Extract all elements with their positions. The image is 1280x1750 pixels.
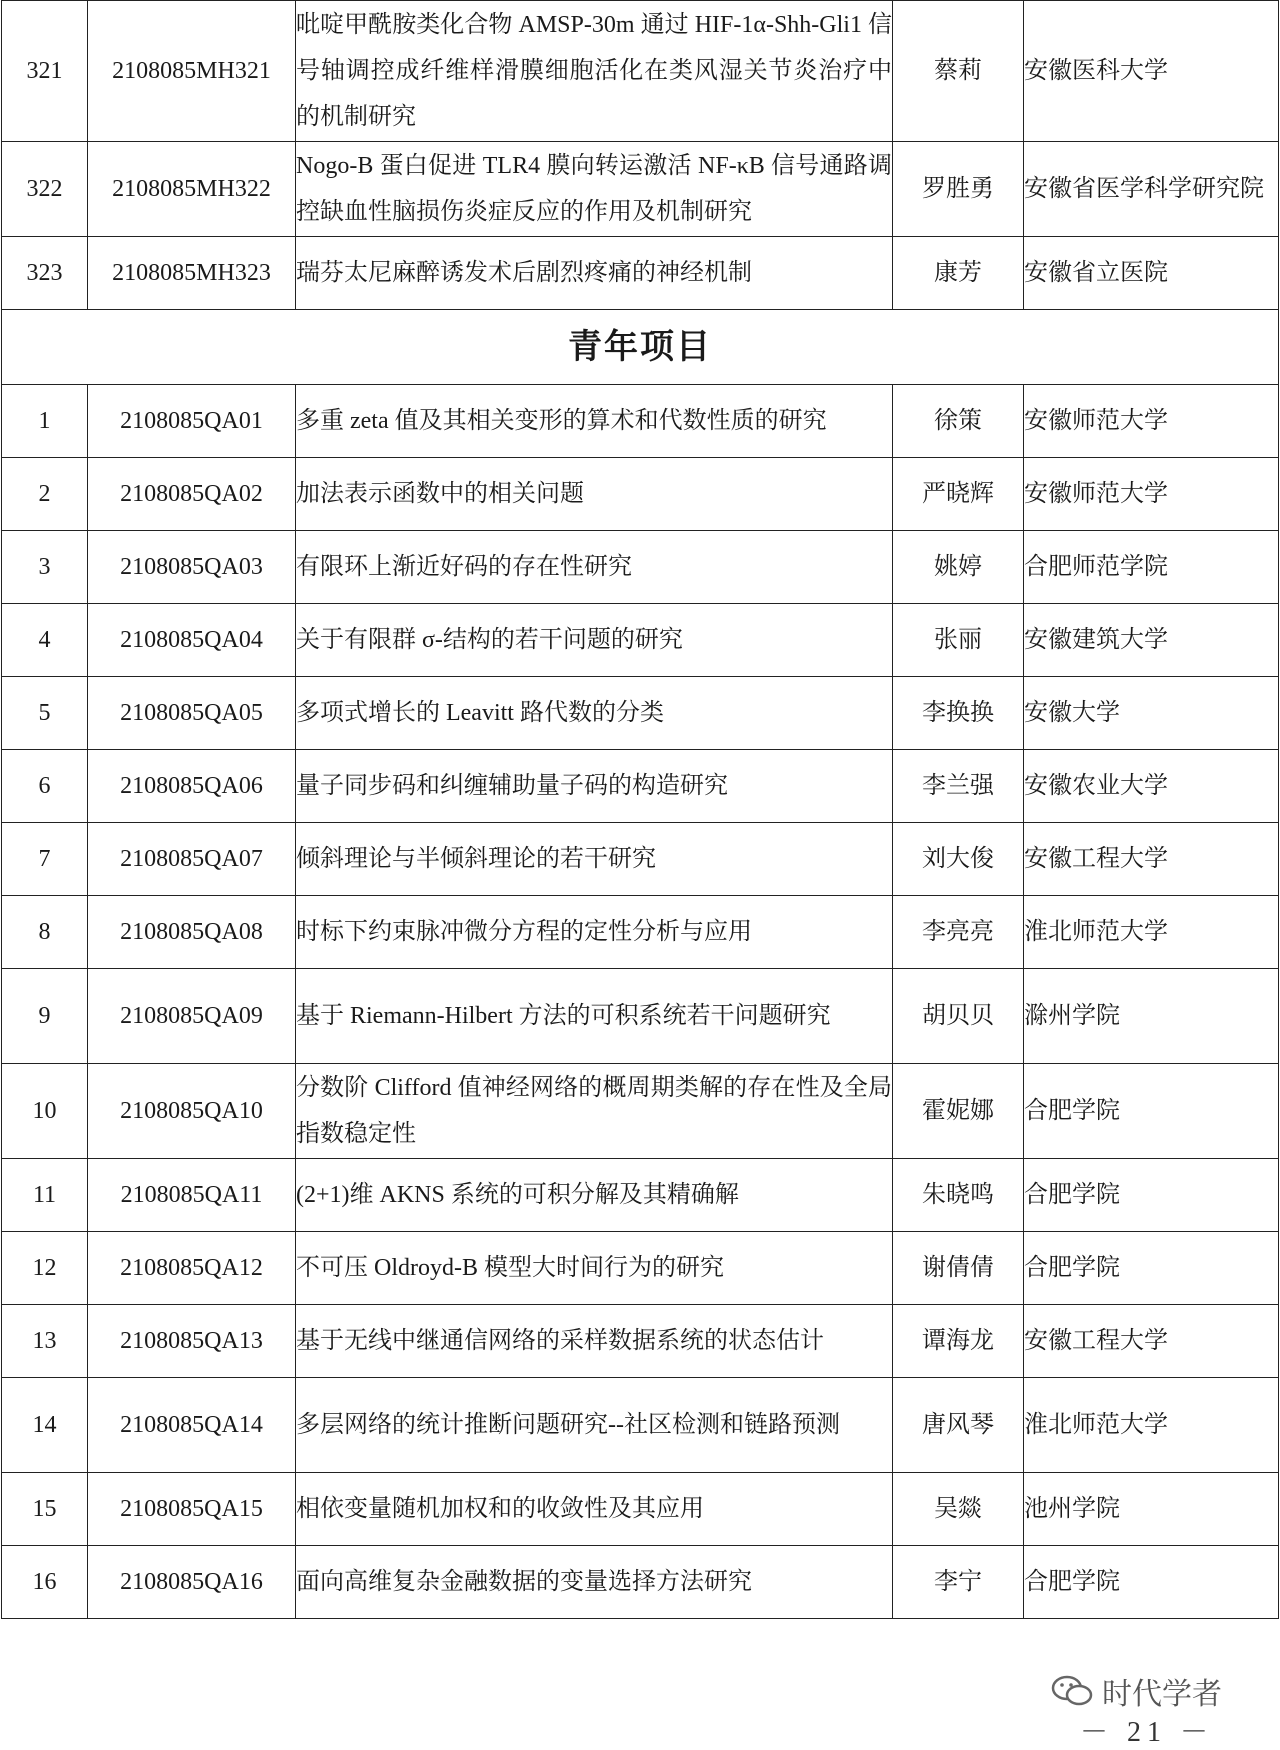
leader-name: 蔡莉 — [893, 1, 1024, 142]
table-row — [2, 604, 1279, 677]
project-title: 吡啶甲酰胺类化合物 AMSP-30m 通过 HIF-1α-Shh-Gli1 信号轴调控成纤维样滑膜细胞活化在类风湿关节炎治疗中的机制研究 — [296, 1, 893, 142]
project-title: 相依变量随机加权和的收敛性及其应用 — [296, 1473, 893, 1546]
leader-name: 谭海龙 — [893, 1305, 1024, 1378]
row-number: 322 — [2, 142, 88, 237]
row-number: 13 — [2, 1305, 88, 1378]
institution: 淮北师范大学 — [1024, 896, 1279, 969]
leader-name: 张丽 — [893, 604, 1024, 677]
leader-name: 严晓辉 — [893, 458, 1024, 531]
row-number: 11 — [2, 1159, 88, 1232]
project-id: 2108085QA11 — [88, 1159, 296, 1232]
leader-name: 朱晓鸣 — [893, 1159, 1024, 1232]
table-row — [2, 823, 1279, 896]
row-number: 4 — [2, 604, 88, 677]
leader-name: 徐策 — [893, 385, 1024, 458]
row-number: 323 — [2, 237, 88, 310]
table-row — [2, 385, 1279, 458]
project-id: 2108085QA13 — [88, 1305, 296, 1378]
project-title: 瑞芬太尼麻醉诱发术后剧烈疼痛的神经机制 — [296, 237, 893, 310]
table-row — [2, 1159, 1279, 1232]
leader-name: 李兰强 — [893, 750, 1024, 823]
table-row — [2, 1, 1279, 142]
institution: 淮北师范大学 — [1024, 1378, 1279, 1473]
project-id: 2108085MH323 — [88, 237, 296, 310]
project-title: 倾斜理论与半倾斜理论的若干研究 — [296, 823, 893, 896]
project-id: 2108085QA07 — [88, 823, 296, 896]
institution: 安徽农业大学 — [1024, 750, 1279, 823]
leader-name: 胡贝贝 — [893, 969, 1024, 1064]
project-title: Nogo-B 蛋白促进 TLR4 膜向转运激活 NF-κB 信号通路调控缺血性脑损伤炎症反应的作用及机制研究 — [296, 142, 893, 237]
table-row — [2, 750, 1279, 823]
leader-name: 康芳 — [893, 237, 1024, 310]
row-number: 321 — [2, 1, 88, 142]
row-number: 9 — [2, 969, 88, 1064]
table-row — [2, 1305, 1279, 1378]
project-id: 2108085QA15 — [88, 1473, 296, 1546]
table-row — [2, 237, 1279, 310]
project-id: 2108085QA08 — [88, 896, 296, 969]
project-id: 2108085QA14 — [88, 1378, 296, 1473]
project-id: 2108085QA16 — [88, 1546, 296, 1619]
section-header-row — [2, 310, 1279, 385]
watermark — [1050, 1669, 1222, 1713]
row-number: 5 — [2, 677, 88, 750]
institution: 合肥学院 — [1024, 1232, 1279, 1305]
row-number: 2 — [2, 458, 88, 531]
row-number: 1 — [2, 385, 88, 458]
leader-name: 李宁 — [893, 1546, 1024, 1619]
project-id: 2108085QA10 — [88, 1064, 296, 1159]
project-id: 2108085QA04 — [88, 604, 296, 677]
leader-name: 李换换 — [893, 677, 1024, 750]
table-row — [2, 1232, 1279, 1305]
row-number: 16 — [2, 1546, 88, 1619]
project-title: 分数阶 Clifford 值神经网络的概周期类解的存在性及全局指数稳定性 — [296, 1064, 893, 1159]
institution: 滁州学院 — [1024, 969, 1279, 1064]
project-title: 基于无线中继通信网络的采样数据系统的状态估计 — [296, 1305, 893, 1378]
watermark-text: 时代学者 — [1102, 1677, 1222, 1712]
leader-name: 唐风琴 — [893, 1378, 1024, 1473]
project-id: 2108085QA12 — [88, 1232, 296, 1305]
project-title: 量子同步码和纠缠辅助量子码的构造研究 — [296, 750, 893, 823]
project-id: 2108085QA05 — [88, 677, 296, 750]
project-id: 2108085MH322 — [88, 142, 296, 237]
institution: 池州学院 — [1024, 1473, 1279, 1546]
table-row — [2, 1378, 1279, 1473]
institution: 合肥学院 — [1024, 1159, 1279, 1232]
row-number: 7 — [2, 823, 88, 896]
project-id: 2108085QA06 — [88, 750, 296, 823]
project-id: 2108085QA03 — [88, 531, 296, 604]
table-row — [2, 1546, 1279, 1619]
project-title: 面向高维复杂金融数据的变量选择方法研究 — [296, 1546, 893, 1619]
wechat-icon — [1050, 1673, 1094, 1709]
project-title: 不可压 Oldroyd-B 模型大时间行为的研究 — [296, 1232, 893, 1305]
institution: 安徽大学 — [1024, 677, 1279, 750]
project-title: 基于 Riemann-Hilbert 方法的可积系统若干问题研究 — [296, 969, 893, 1064]
institution: 合肥师范学院 — [1024, 531, 1279, 604]
table-row — [2, 458, 1279, 531]
institution: 安徽师范大学 — [1024, 458, 1279, 531]
institution: 安徽工程大学 — [1024, 1305, 1279, 1378]
project-id: 2108085QA09 — [88, 969, 296, 1064]
leader-name: 霍妮娜 — [893, 1064, 1024, 1159]
project-title: 多重 zeta 值及其相关变形的算术和代数性质的研究 — [296, 385, 893, 458]
project-table — [1, 0, 1279, 1619]
institution: 合肥学院 — [1024, 1546, 1279, 1619]
table-row — [2, 896, 1279, 969]
leader-name: 姚婷 — [893, 531, 1024, 604]
table-row — [2, 1473, 1279, 1546]
project-title: 加法表示函数中的相关问题 — [296, 458, 893, 531]
leader-name: 李亮亮 — [893, 896, 1024, 969]
table-row — [2, 969, 1279, 1064]
leader-name: 吴燚 — [893, 1473, 1024, 1546]
table-row — [2, 142, 1279, 237]
row-number: 3 — [2, 531, 88, 604]
institution: 安徽医科大学 — [1024, 1, 1279, 142]
project-title: 多层网络的统计推断问题研究--社区检测和链路预测 — [296, 1378, 893, 1473]
leader-name: 刘大俊 — [893, 823, 1024, 896]
row-number: 10 — [2, 1064, 88, 1159]
row-number: 15 — [2, 1473, 88, 1546]
leader-name: 谢倩倩 — [893, 1232, 1024, 1305]
project-id: 2108085QA01 — [88, 385, 296, 458]
row-number: 6 — [2, 750, 88, 823]
project-id: 2108085QA02 — [88, 458, 296, 531]
institution: 安徽省立医院 — [1024, 237, 1279, 310]
institution: 安徽省医学科学研究院 — [1024, 142, 1279, 237]
row-number: 8 — [2, 896, 88, 969]
institution: 安徽师范大学 — [1024, 385, 1279, 458]
page-number: － 21 － — [1080, 1717, 1215, 1748]
row-number: 12 — [2, 1232, 88, 1305]
project-title: 关于有限群 σ-结构的若干问题的研究 — [296, 604, 893, 677]
project-title: 有限环上渐近好码的存在性研究 — [296, 531, 893, 604]
section-title: 青年项目 — [2, 310, 1279, 385]
project-title: 时标下约束脉冲微分方程的定性分析与应用 — [296, 896, 893, 969]
leader-name: 罗胜勇 — [893, 142, 1024, 237]
institution: 安徽工程大学 — [1024, 823, 1279, 896]
table-row — [2, 1064, 1279, 1159]
page-footer — [0, 1624, 1280, 1748]
project-title: 多项式增长的 Leavitt 路代数的分类 — [296, 677, 893, 750]
table-row — [2, 677, 1279, 750]
project-title: (2+1)维 AKNS 系统的可积分解及其精确解 — [296, 1159, 893, 1232]
table-row — [2, 531, 1279, 604]
institution: 合肥学院 — [1024, 1064, 1279, 1159]
row-number: 14 — [2, 1378, 88, 1473]
institution: 安徽建筑大学 — [1024, 604, 1279, 677]
project-id: 2108085MH321 — [88, 1, 296, 142]
